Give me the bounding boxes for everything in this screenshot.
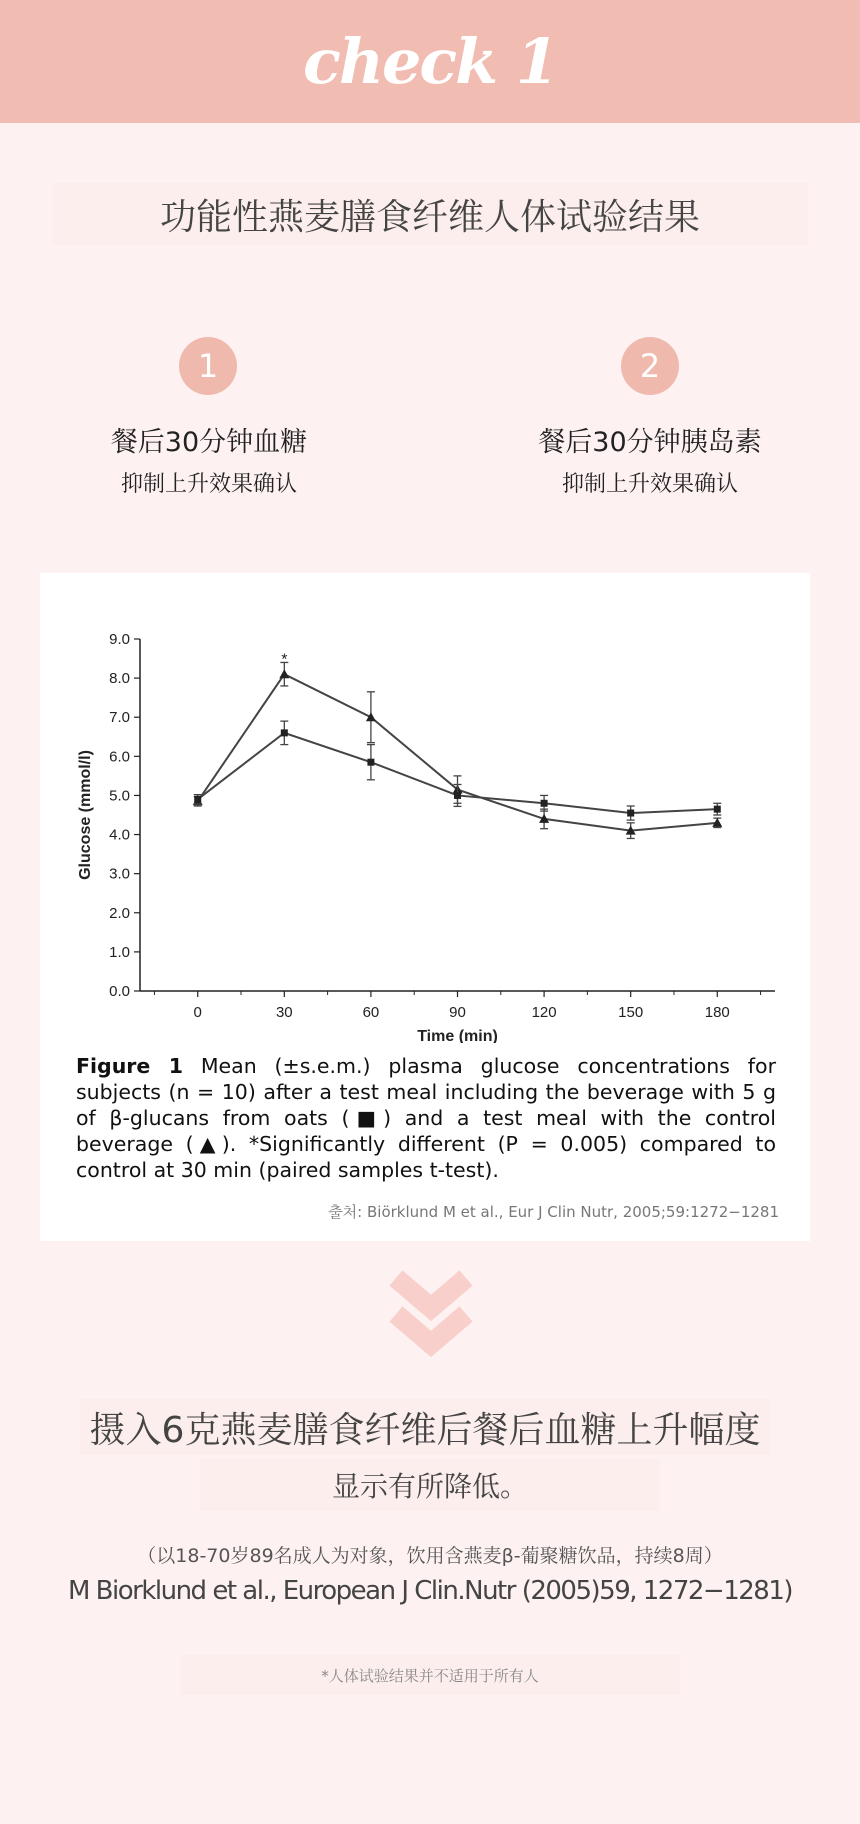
- glucose-line-chart: [40, 573, 810, 1043]
- point-1-title: 餐后30分钟血糖: [110, 427, 308, 458]
- series-1-line: [198, 674, 718, 830]
- y-tick-label: 8.0: [109, 670, 130, 688]
- header-title: check 1: [303, 25, 557, 98]
- main-title-band: [52, 183, 808, 245]
- point-1-badge: 1: [179, 337, 237, 395]
- x-axis-label: Time (min): [417, 1028, 498, 1043]
- series-1-point: [366, 712, 376, 721]
- y-tick-label: 9.0: [109, 631, 130, 648]
- y-tick-label: 7.0: [109, 709, 130, 727]
- summary-line-1-band: [80, 1399, 770, 1455]
- reference: M Biorklund et al., European J Clin.Nutr (2005)59, 1272−1281): [67, 1576, 793, 1606]
- series-2-point: [367, 759, 374, 766]
- point-2-title: 餐后30分钟胰岛素: [538, 427, 762, 458]
- x-tick-label: 0: [193, 1004, 202, 1021]
- disclaimer: *人体试验结果并不适用于所有人: [321, 1666, 539, 1685]
- point-2-badge: 2: [621, 337, 679, 395]
- series-1-point: [279, 669, 289, 678]
- x-tick-label: 60: [362, 1004, 380, 1021]
- y-tick-label: 5.0: [109, 787, 130, 805]
- y-tick-label: 3.0: [109, 865, 130, 883]
- summary-line-1: 摄入6克燕麦膳食纤维后餐后血糖上升幅度: [89, 1409, 761, 1451]
- figure-label: Figure 1: [76, 1054, 184, 1078]
- y-axis-label: Glucose (mmol/l): [77, 750, 94, 880]
- series-2-point: [281, 729, 288, 736]
- x-tick-label: 90: [449, 1004, 466, 1021]
- chart-card: [40, 573, 810, 1241]
- disclaimer-band: [180, 1655, 680, 1695]
- figure-caption-text: Mean (±s.e.m.) plasma glucose concentrations for subjects (n = 10) after a test meal including the beverage with 5 g of β-glucans from oats (■) and a test meal with the control beverage (▲). *Significantly different (P = 0.005) compared to control at 30 min (paired samples t-test).: [76, 1054, 776, 1182]
- chevron-down-icon: [386, 1268, 476, 1360]
- y-tick-label: 6.0: [109, 748, 130, 766]
- significance-asterisk: *: [281, 651, 288, 669]
- study-note: （以18-70岁89名成人为对象，饮用含燕麦β-葡聚糖饮品，持续8周）: [137, 1545, 723, 1567]
- main-title: 功能性燕麦膳食纤维人体试验结果: [159, 196, 700, 238]
- series-2-point: [454, 792, 461, 799]
- x-tick-label: 30: [275, 1004, 293, 1021]
- y-tick-label: 0.0: [109, 983, 130, 1000]
- point-1-subtitle: 抑制上升效果确认: [120, 472, 297, 497]
- header-banner: [0, 0, 860, 123]
- series-2-point: [194, 796, 201, 803]
- y-tick-label: 1.0: [109, 943, 130, 961]
- summary-line-2: 显示有所降低。: [331, 1470, 528, 1503]
- x-tick-label: 120: [531, 1004, 557, 1021]
- y-tick-label: 2.0: [109, 904, 130, 922]
- source-citation: 출처: Biörklund M et al., Eur J Clin Nutr, 2005;59:1272−1281: [328, 1203, 779, 1221]
- series-2-point: [714, 806, 721, 813]
- x-tick-label: 180: [704, 1004, 730, 1021]
- figure-caption: [76, 1053, 776, 1183]
- point-2-subtitle: 抑制上升效果确认: [561, 472, 738, 497]
- series-2-point: [627, 810, 634, 817]
- y-tick-label: 4.0: [109, 826, 130, 844]
- summary-line-2-band: [200, 1459, 660, 1511]
- x-tick-label: 150: [618, 1004, 644, 1021]
- series-2-point: [541, 800, 548, 807]
